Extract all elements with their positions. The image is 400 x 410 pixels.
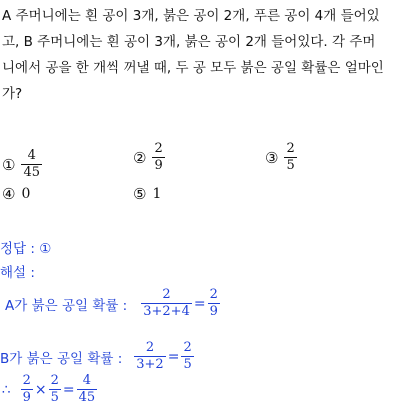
option-1[interactable] — [2, 148, 42, 181]
option-5[interactable] — [133, 185, 161, 203]
option-number: ③ — [265, 148, 279, 167]
fraction-denominator: 9 — [22, 390, 31, 405]
option-fraction — [21, 148, 42, 181]
option-number: ① — [2, 155, 16, 174]
row-a-fraction-2 — [208, 287, 220, 320]
explanation-row-b — [0, 340, 194, 373]
option-3[interactable] — [265, 141, 297, 174]
fraction-numerator: 2 — [50, 373, 59, 388]
answer-value: ① — [39, 241, 52, 257]
fraction-numerator: 2 — [162, 287, 171, 302]
question-line-3: 니에서 공을 한 개씩 꺼낼 때, 두 공 모두 붉은 공일 확률은 얼마인 — [2, 60, 384, 76]
row-b-fraction-1 — [134, 340, 165, 373]
option-number: ④ — [2, 185, 16, 203]
fraction-denominator: 5 — [286, 158, 295, 173]
option-number: ② — [133, 148, 147, 167]
explanation-row-a — [5, 287, 220, 320]
row-a-label: A가 붉은 공일 확률 : — [5, 297, 128, 314]
times-sign: × — [34, 381, 47, 398]
row-b-label: B가 붉은 공일 확률 : — [0, 350, 123, 367]
fraction-numerator: 4 — [82, 373, 92, 388]
fraction-denominator: 45 — [23, 165, 40, 180]
option-fraction — [284, 141, 296, 174]
fraction-denominator: 9 — [209, 304, 218, 319]
fraction-numerator: 2 — [22, 373, 31, 388]
fraction-numerator: 4 — [27, 148, 36, 163]
therefore-symbol: ∴ — [2, 381, 11, 398]
result-fraction-2 — [49, 373, 61, 406]
fraction-denominator: 45 — [78, 390, 96, 405]
fraction-numerator: 2 — [145, 340, 155, 355]
option-4[interactable] — [2, 185, 30, 203]
option-number: ⑤ — [133, 185, 147, 203]
equals-sign: = — [62, 381, 75, 398]
fraction-numerator: 2 — [183, 340, 192, 355]
explanation-label: 해설 : — [0, 265, 35, 281]
row-a-fraction-1 — [141, 287, 192, 320]
option-value: 1 — [152, 186, 162, 202]
question-text — [2, 3, 400, 107]
fraction-denominator: 3+2 — [136, 357, 164, 372]
fraction-numerator: 2 — [286, 141, 295, 156]
fraction-denominator: 3+2+4 — [143, 304, 190, 319]
equals-sign: = — [193, 295, 206, 312]
fraction-numerator: 2 — [154, 141, 163, 156]
question-line-1: A 주머니에는 흰 공이 3개, 붉은 공이 2개, 푸른 공이 4개 들어있 — [2, 8, 380, 24]
option-2[interactable] — [133, 141, 165, 174]
answer-label: 정답 : — [0, 241, 35, 257]
option-fraction — [152, 141, 164, 174]
answer-line — [0, 237, 51, 257]
result-fraction-3 — [77, 373, 98, 406]
fraction-denominator: 9 — [154, 158, 163, 173]
option-value: 0 — [21, 186, 31, 202]
fraction-denominator: 5 — [50, 390, 59, 405]
question-line-2: 고, B 주머니에는 흰 공이 3개, 붉은 공이 2개 들어있다. 각 주머 — [2, 34, 376, 50]
row-b-fraction-2 — [181, 340, 193, 373]
result-fraction-1 — [21, 373, 33, 406]
explanation-row-result — [2, 373, 97, 406]
fraction-numerator: 2 — [209, 287, 218, 302]
equals-sign: = — [167, 348, 180, 365]
question-line-4: 가? — [2, 86, 23, 102]
fraction-denominator: 5 — [183, 357, 192, 372]
